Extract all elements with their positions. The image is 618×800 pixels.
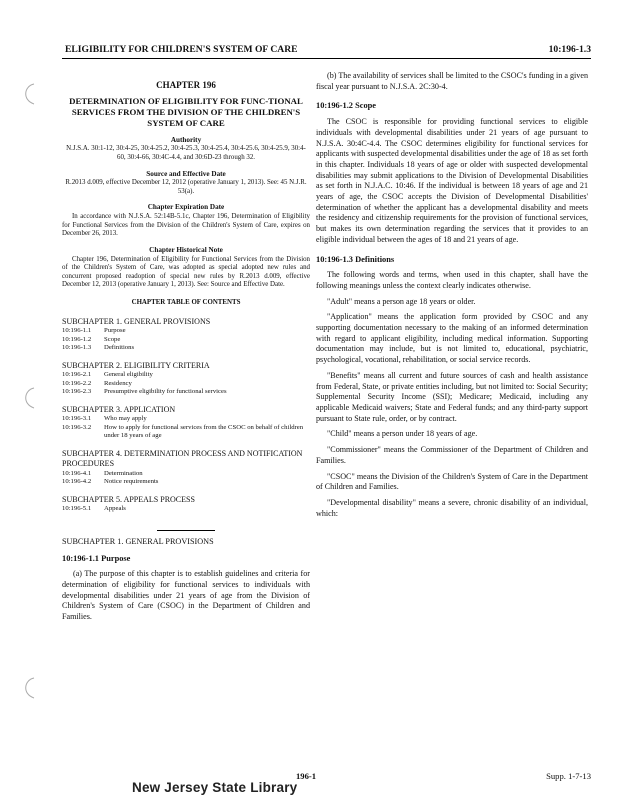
toc-entry	[62, 470, 310, 478]
source-text: R.2013 d.009, effective December 12, 2012 (operative January 1, 2013). See: 45 N.J.R. 53(a).	[65, 179, 307, 195]
expiration-text: In accordance with N.J.S.A. 52:14B-5.1c, Chapter 196, Determination of Eligibility for Functional Services from the Division of the Children's System of Care, expires on December 26, 2013.	[62, 213, 310, 238]
toc-entry	[62, 380, 310, 388]
toc-text: How to apply for functional services from the CSOC on behalf of children under 18 years of age	[104, 423, 304, 440]
toc-text: Appeals	[104, 505, 126, 513]
toc-entry	[62, 344, 310, 352]
binder-hole-icon	[20, 676, 38, 700]
toc-subchapter: SUBCHAPTER 5. APPEALS PROCESS	[62, 494, 195, 504]
definition-item: "Application" means the application form provided by CSOC and any supporting documentation necessary to the making of an informed determination with regard to applicant eligibility, including medical information. Supporting documentation may include, but is not limited to, educational, psychiatric, psychological, vocational, rehabilitation, or social service records.	[316, 312, 588, 365]
toc-subchapter: SUBCHAPTER 1. GENERAL PROVISIONS	[62, 316, 211, 326]
running-header	[65, 44, 591, 58]
purpose-paragraph: (a) The purpose of this chapter is to establish guidelines and criteria for determination of eligibility for functional services to individuals with developmental disabilities under 21 years of age from the Division of Children's System of Care (CSOC) in the Department of Children and Families.	[62, 569, 310, 622]
source-heading: Source and Effective Date	[146, 169, 226, 178]
expiration-heading: Chapter Expiration Date	[147, 203, 225, 212]
toc-heading: CHAPTER TABLE OF CONTENTS	[131, 299, 241, 307]
history-text: Chapter 196, Determination of Eligibility for Functional Services from the Division of the Children's System of Care, was adopted as special adopted new rules and concurrent proposed readoption of special new rules by R.2013 d.009, effective December 12, 2013 (operative January 1, 2013). See: Source and Effective Date.	[62, 255, 310, 289]
toc-number: 10:196-4.1	[62, 469, 92, 477]
toc-number: 10:196-1.3	[62, 344, 92, 352]
toc-entry	[62, 371, 310, 379]
header-title: ELIGIBILITY FOR CHILDREN'S SYSTEM OF CARE	[65, 44, 298, 55]
definition-item: "Commissioner" means the Commissioner of the Department of Children and Families.	[316, 445, 588, 465]
header-section: 10:196-1.3	[548, 44, 591, 55]
toc-subchapter: SUBCHAPTER 2. ELIGIBILITY CRITERIA	[62, 360, 210, 370]
toc-number: 10:196-2.2	[62, 379, 92, 387]
definition-item: "Child" means a person under 18 years of age.	[327, 429, 478, 439]
toc-entry	[62, 478, 310, 486]
toc-text: Purpose	[104, 327, 126, 335]
toc-text: General eligibility	[104, 371, 153, 379]
toc-number: 10:196-3.1	[62, 415, 92, 423]
purpose-heading: 10:196-1.1 Purpose	[62, 553, 131, 563]
toc-entry	[62, 327, 310, 335]
definition-item: "Benefits" means all current and future sources of cash and health assistance from Federal, State, or private entities including, but not limited to: Social Security; Supplemental Security Income (SSI); Medicare; Medicaid, including any applicable Medicaid waivers; State and Federal funds; and any third-party support pursuant to State rule, order, or by contract.	[316, 370, 588, 423]
toc-entry	[62, 336, 310, 344]
definition-item: "Developmental disability" means a severe, chronic disability of an individual, which:	[316, 497, 588, 518]
definitions-intro: The following words and terms, when used in this chapter, shall have the following meanings unless the context clearly indicates otherwise.	[316, 270, 588, 290]
toc-subchapter: SUBCHAPTER 4. DETERMINATION PROCESS AND NOTIFICATION PROCEDURES	[62, 448, 303, 469]
subchapter-title: SUBCHAPTER 1. GENERAL PROVISIONS	[62, 536, 214, 546]
table-of-contents	[62, 317, 310, 514]
toc-subchapter: SUBCHAPTER 3. APPLICATION	[62, 404, 176, 414]
definitions-heading: 10:196-1.3 Definitions	[316, 254, 395, 264]
toc-number: 10:196-3.2	[62, 423, 92, 431]
toc-text: Definitions	[104, 344, 135, 352]
binder-hole-icon	[20, 82, 38, 106]
toc-number: 10:196-2.1	[62, 371, 92, 379]
scope-heading: 10:196-1.2 Scope	[316, 101, 377, 111]
page-number: 196-1	[296, 771, 317, 781]
toc-text: Determination	[104, 469, 143, 477]
left-column	[62, 66, 310, 623]
toc-number: 10:196-1.1	[62, 327, 92, 335]
toc-text: Notice requirements	[104, 478, 159, 486]
availability-paragraph: (b) The availability of services shall be limited to the CSOC's funding in a given fiscal year pursuant to N.J.S.A. 2C:30-4.	[316, 71, 588, 91]
library-stamp: New Jersey State Library	[132, 780, 298, 795]
binder-hole-icon	[20, 386, 38, 410]
definition-item: "CSOC" means the Division of the Children's System of Care in the Department of Children and Families.	[316, 471, 588, 492]
header-rule	[62, 58, 591, 59]
toc-text: Scope	[104, 335, 121, 343]
toc-entry	[62, 388, 310, 396]
right-column	[316, 66, 588, 519]
chapter-title: DETERMINATION OF ELIGIBILITY FOR FUNC-TIONAL SERVICES FROM THE DIVISION OF THE CHILDREN'S SYSTEM OF CARE	[69, 95, 303, 128]
section-divider	[157, 530, 215, 531]
toc-text: Presumptive eligibility for functional services	[104, 388, 227, 396]
toc-number: 10:196-2.3	[62, 388, 92, 396]
history-heading: Chapter Historical Note	[149, 245, 223, 254]
toc-text: Who may apply	[104, 415, 147, 423]
scope-paragraph: The CSOC is responsible for providing functional services to eligible individuals with developmental disabilities under 21 years of age pursuant to N.J.S.A. 30:4C-4.4. The CSOC determines eligibility for functional services for applicants with suspected developmental disabilities under the age of 18 as set forth in this chapter. Individuals 18 years of age or older with suspected developmental disabilities may submit applications to the Division of Developmental Disabilities as set forth in N.J.A.C. 10:46. If the individual is between 18 years of age and 21 years of age, the CSOC accepts the Division of Developmental Disabilities' determination of whether the applicant has a developmental disability and meets the residency and citizenship requirements for the provision of functional services, but makes its own determination regarding the services that it provides to an eligible individual between the ages of 18 and 21 years of age.	[316, 117, 588, 244]
toc-entry	[62, 424, 310, 441]
toc-text: Residency	[104, 379, 132, 387]
toc-number: 10:196-4.2	[62, 478, 92, 486]
authority-heading: Authority	[170, 135, 202, 144]
chapter-number: CHAPTER 196	[156, 80, 216, 90]
toc-number: 10:196-1.2	[62, 335, 92, 343]
supplement-date: Supp. 1-7-13	[546, 771, 591, 781]
toc-entry	[62, 415, 310, 423]
toc-entry	[62, 505, 310, 513]
authority-text: N.J.S.A. 30:1-12, 30:4-25, 30:4-25.2, 30:4-25.3, 30:4-25.4, 30:4-25.6, 30:4-25.9, 30:4-60, 30:4-66, 30:4C-4.4, and 30:6D-23 through 32.	[66, 145, 306, 161]
definition-item: "Adult" means a person age 18 years or older.	[327, 296, 476, 306]
toc-number: 10:196-5.1	[62, 505, 92, 513]
